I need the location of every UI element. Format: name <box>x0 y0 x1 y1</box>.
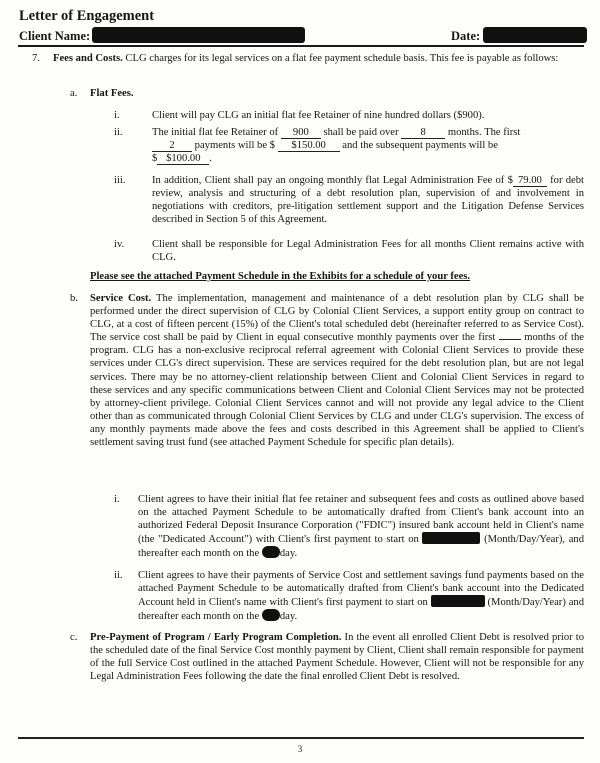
currency-symbol: $ <box>152 153 158 165</box>
retainer-amount-value: 900 <box>281 127 321 139</box>
footer-rule <box>18 737 584 739</box>
item-number: ii. <box>114 127 123 138</box>
section-7-intro <box>53 52 584 65</box>
service-cost-item-ii <box>138 569 584 623</box>
item-number: i. <box>114 110 120 121</box>
item-text: In addition, Client shall pay an ongoing monthly flat Legal Administration Fee of <box>152 175 505 186</box>
page-number: 3 <box>297 744 303 754</box>
item-text: months. The first <box>447 127 521 138</box>
months-value: 8 <box>401 127 445 139</box>
header-rule <box>18 45 584 47</box>
flat-fees-heading: Flat Fees. <box>90 88 134 99</box>
prepayment-heading: Pre-Payment of Program / Early Program Completion. <box>90 632 342 643</box>
item-number: ii. <box>114 570 123 581</box>
item-number: iv. <box>114 239 125 250</box>
section-7-text: CLG charges for its legal services on a flat fee payment schedule basis. This fee is payable as follows: <box>125 53 559 64</box>
subsection-c-letter: c. <box>70 632 78 643</box>
prepayment-paragraph <box>90 631 584 683</box>
item-number: i. <box>114 494 120 505</box>
service-cost-text: months of the program. CLG has a non-exclusive reciprocal referral agreement with Colonial Client Services to provide these services under CLG's direct supervision. These are services required for the debt resolution plan, but are not legal services. There may be no attorney-client relationship between Client and Colonial Client Services in regard to these services and any specific communications between Client and Colonial Client Services may not be protected by attorney-client privilege. Colonial Client Services cannot and will not provide any legal advice to the Client other than as communicated through Colonial Client Services by CLG and under CLG's supervision. The excess of any monthly payments made above the fees and costs described in this Agreement shall be applied to Client's settlement saving trust fund (see attached Payment Schedule for specific plan details). <box>90 332 584 449</box>
prepayment-text: In the event all enrolled Client Debt is resolved prior to the scheduled date of the final Service Cost monthly payment by Client, Client shall remain responsible for payment of the full Service Cost outlined in the attached Payment Schedule. However, Client will not be responsible for any Legal Administration Fees following the date the final enrolled Client Debt is resolved. <box>90 632 584 683</box>
section-7-heading: Fees and Costs. <box>53 53 123 64</box>
service-cost-heading: Service Cost. <box>90 293 152 304</box>
legal-admin-fee-value: 79.00 <box>513 175 547 187</box>
service-cost-text: The implementation, management and maintenance of a debt resolution plan by CLG shall be performed under the direct supervision of CLG by Colonial Client Services, a support entity group on contract to CLG, at a cost of fifteen percent (15%) of the Client's total scheduled debt (hereinafter referred to as Service Cost). The service cost shall be paid by Client in equal consecutive monthly payments over the first <box>90 293 584 344</box>
subsection-a-letter: a. <box>70 88 78 99</box>
subsection-b-letter: b. <box>70 293 78 304</box>
item-text: day. <box>279 611 298 623</box>
draft-day-redaction <box>262 609 280 621</box>
item-text: day. <box>279 548 298 560</box>
subsequent-payment-amount-value: $100.00 <box>157 153 209 165</box>
flat-fee-item-iii <box>152 174 584 226</box>
flat-fee-item-i: Client will pay CLG an initial flat fee Retainer of nine hundred dollars ($900). <box>152 110 485 121</box>
item-number: iii. <box>114 175 126 186</box>
item-text: for debt review, analysis and structuring of a debt resolution plan, supervision of and involvement in negotiations with creditors, pre-litigation settlement support and the Litigation Defense Services described in Section 5 of this Agreement. <box>152 175 584 226</box>
client-name-label: Client Name: <box>19 29 91 43</box>
client-name-redaction <box>92 27 305 43</box>
item-text: . <box>209 153 212 165</box>
item-text: Client agrees to have their payments of Service Cost and settlement savings fund payments based on the attached Payment Schedule to be automatically drafted from Client's bank account into the Dedicated Account held in Client's name with Client's first payment to start on <box>138 570 584 609</box>
draft-day-redaction <box>262 546 280 558</box>
service-cost-months-blank <box>499 339 521 340</box>
item-text: payments will be $ <box>194 140 275 152</box>
first-payment-amount-value: $150.00 <box>278 140 340 152</box>
start-date-redaction <box>431 595 485 607</box>
item-text: Client agrees to have their initial flat fee retainer and subsequent fees and costs as outlined above based on the attached Payment Schedule to be automatically drafted from Client's bank account into an authorized Federal Deposit Insurance Corporation ("FDIC") insured bank account held in Client's name (the "Dedicated Account") with Client's first payment to start on <box>138 494 584 546</box>
item-text: and the subsequent payments will be <box>342 140 498 152</box>
currency-symbol: $ <box>507 175 513 186</box>
payment-schedule-notice: Please see the attached Payment Schedule in the Exhibits for a schedule of your fees. <box>90 271 471 282</box>
item-text: (Month/Day/Year) and thereafter each month on the <box>138 597 584 623</box>
flat-fee-item-ii <box>152 126 584 165</box>
first-payments-count-value: 2 <box>152 140 192 152</box>
service-cost-paragraph <box>90 292 584 449</box>
date-redaction <box>483 27 587 43</box>
start-date-redaction <box>422 532 480 544</box>
section-number: 7. <box>32 53 40 64</box>
flat-fee-item-iv: Client shall be responsible for Legal Administration Fees for all months Client remains active with CLG. <box>152 239 584 264</box>
service-cost-item-i <box>138 493 584 560</box>
item-text: (Month/Day/Year), and thereafter each month on the <box>138 534 584 560</box>
item-text: shall be paid over <box>323 127 399 138</box>
document-title: Letter of Engagement <box>19 8 155 24</box>
date-label: Date: <box>451 29 481 43</box>
item-text: The initial flat fee Retainer of <box>152 127 279 138</box>
